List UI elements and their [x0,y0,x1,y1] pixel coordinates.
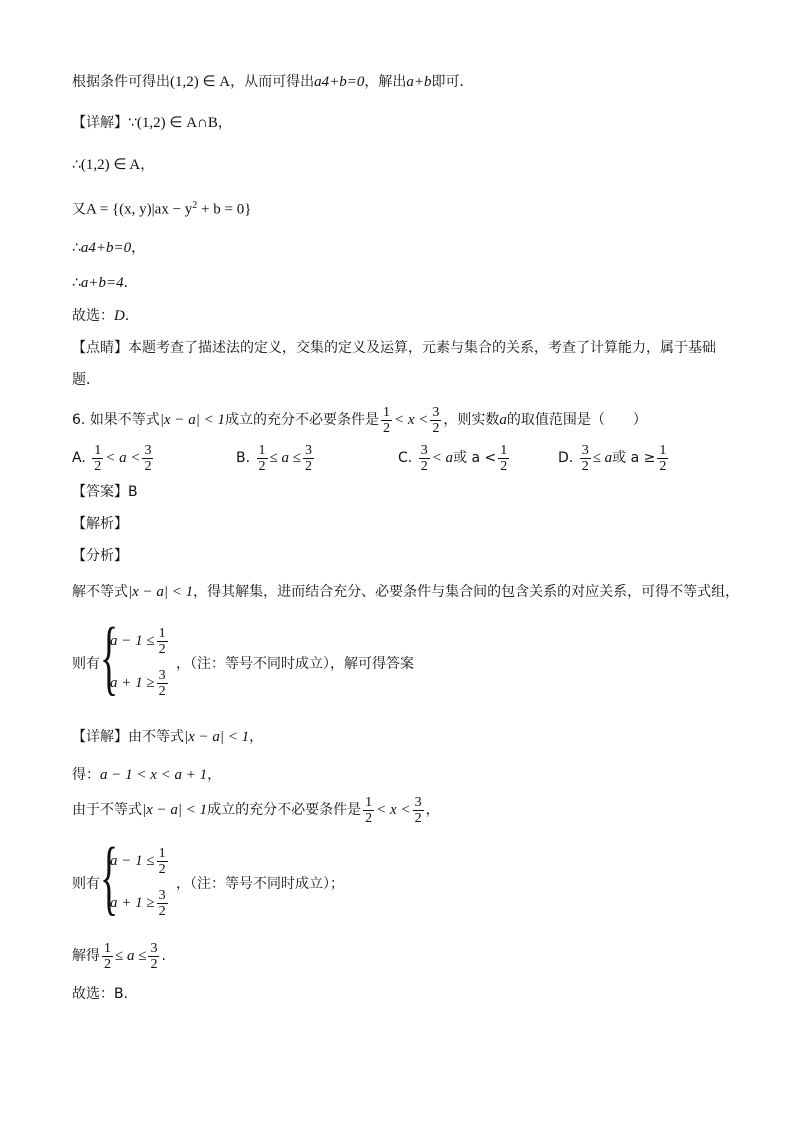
because-symbol: ∵ [128,115,137,131]
intro-math-point: (1,2) ∈ A [170,74,231,90]
denominator: 2 [158,642,166,657]
solution-line [72,938,166,974]
detail1-line5 [72,273,138,293]
numerator: 1 [158,626,166,641]
detail2-line3 [72,792,440,828]
numerator: 1 [258,442,266,458]
denominator: 2 [500,458,508,474]
detail2-text: 由于不等式 [72,802,142,818]
answer-line [72,482,138,502]
fraction [157,888,168,919]
numerator: 3 [414,794,422,810]
abs-inequality: |x − a| < 1 [159,412,225,428]
question-number: 6. [72,412,86,428]
choice-answer: D [114,308,125,324]
brace-symbol: { [100,611,119,704]
numerator: 1 [158,846,166,861]
punct: ． [124,308,139,324]
abs-inequality: |x − a| < 1 [184,729,250,745]
inequality-system-2 [72,831,592,926]
fraction [657,443,668,474]
intro-math-eq: a4+b=0 [314,74,365,90]
set-definition-b: + b = 0} [197,201,252,218]
denominator: 2 [581,458,589,474]
punct: . [161,948,166,964]
fraction [257,443,268,474]
numerator: 3 [150,940,158,956]
numerator: 1 [104,940,111,956]
system-label: 则有 [72,656,100,672]
denominator: 2 [432,420,440,436]
fraction [413,795,424,826]
detail-tag: 【详解】 [72,115,128,131]
option-label: A. [72,450,86,466]
punct: ， [425,802,440,818]
fraction [148,941,159,972]
math-relation: < a < [105,450,141,466]
detail1-line4 [72,238,145,258]
question-text-2: 成立的充分不必要条件是 [224,412,379,428]
numerator: 1 [365,794,373,810]
detail1-line3 [72,196,251,220]
denominator: 2 [414,810,422,826]
math-relation: ≤ a ≤ [115,948,147,964]
system-tail: ，（注：等号不同时成立）； [176,876,344,892]
math-relation: a + 1 ≥ [110,894,155,911]
denominator: 2 [104,956,111,972]
final-choice: 故选：B. [72,986,129,1002]
question-text-3: ，则实数 [443,412,500,428]
numerator: 3 [158,888,166,903]
option-label: B. [236,450,251,466]
denominator: 2 [94,458,102,474]
option-d[interactable] [558,440,670,476]
math-relation: ≤ a ≤ [269,450,301,466]
denominator: 2 [365,810,373,826]
comment-line1 [72,338,716,358]
abs-inequality: |x − a| < 1 [128,584,194,600]
detail-tag: 【详解】 [72,729,128,745]
detail2-line1 [72,727,263,747]
analyze-line1 [72,582,739,602]
math-relation: a − 1 ≤ [110,632,155,649]
punct: ． [123,275,138,291]
numerator: 3 [581,442,589,458]
system-row-2 [110,668,170,699]
numerator: 1 [94,442,102,458]
analysis-header [72,514,128,534]
intro-text-4: 即可． [431,74,474,90]
inequality-system-1 [72,611,592,706]
or-relation: 或 a < [453,450,497,466]
intro-math-ab: a+b [406,74,432,90]
option-label: C. [398,450,413,466]
denominator: 2 [150,956,158,972]
solution-text: 解得 [72,948,100,964]
question-text-1: 如果不等式 [89,412,160,428]
punct: ， [140,157,155,173]
detail1-math4: a4+b=0 [80,240,132,256]
fraction [363,795,374,826]
detail1-math5: a+b=4 [80,275,124,291]
comment-text-2: 题． [72,372,100,388]
fraction [157,626,168,657]
answer-value: B [128,484,138,500]
or-relation: 或 a ≥ [612,450,656,466]
choose-text: 故选： [72,308,114,324]
punct: ， [217,115,232,131]
intro-text-2: ，从而可得出 [230,74,315,90]
set-definition-a: A = {(x, y)|ax − y [86,201,193,218]
abs-inequality: |x − a| < 1 [142,802,208,818]
comment-tag: 【点睛】 [72,340,128,356]
fraction [381,405,392,436]
math-relation: ≤ a [592,450,613,466]
analyze-text-2: ，得其解集，进而结合充分、必要条件与集合间的包含关系的对应关系，可得不等式组， [193,584,740,600]
denominator: 2 [258,458,266,474]
analysis-tag: 【解析】 [72,516,128,532]
denominator: 2 [158,862,166,877]
therefore-symbol: ∴ [72,275,81,291]
question-text-4: 的取值范围是（ ） [506,412,647,428]
variable-a: a [499,412,507,428]
detail2-text: 得： [72,767,100,783]
options-row [72,440,722,476]
fraction [157,846,168,877]
final-choice-line [72,984,128,1004]
answer-tag: 【答案】 [72,484,128,500]
denominator: 2 [382,420,390,436]
detail1-math1: (1,2) ∈ A∩B [136,115,218,131]
comment-text: 本题考查了描述法的定义，交集的定义及运算，元素与集合的关系，考查了计算能力，属于基础 [128,340,716,356]
detail2-line2 [72,765,221,785]
detail1-line1 [72,113,232,133]
numerator: 1 [382,404,390,420]
numerator: 3 [144,442,152,458]
denominator: 2 [158,684,166,699]
math-relation: < x < [376,802,411,818]
option-c[interactable] [398,440,511,476]
analyze-header [72,546,128,566]
numerator: 3 [304,442,312,458]
punct: ， [131,240,146,256]
detail2-text: 由不等式 [128,729,184,745]
system-label: 则有 [72,876,100,892]
numerator: 3 [158,668,166,683]
denominator: 2 [158,904,166,919]
denominator: 2 [659,458,667,474]
intro-text-1: 根据条件可得出 [72,74,170,90]
detail2-text: 成立的充分不必要条件是 [207,802,362,818]
fraction [498,443,509,474]
numerator: 1 [659,442,667,458]
system-row-1 [110,626,170,657]
fraction [157,668,168,699]
question-6 [72,402,647,438]
therefore-symbol: ∴ [72,157,81,173]
option-b[interactable] [236,440,316,476]
analyze-tag: 【分析】 [72,548,128,564]
denominator: 2 [420,458,428,474]
system-row-2 [110,888,170,919]
math-relation: a + 1 ≥ [110,674,155,691]
fraction [419,443,430,474]
option-a[interactable] [72,440,155,476]
fraction [142,443,153,474]
exponent: 2 [192,200,198,211]
numerator: 3 [420,442,428,458]
numerator: 1 [500,442,508,458]
comment-line2 [72,370,100,390]
fraction [102,941,113,972]
detail1-line6 [72,306,139,326]
brace-symbol: { [100,831,119,924]
math-relation: < a [431,450,454,466]
fraction [580,443,591,474]
math-relation: a − 1 ≤ [110,852,155,869]
punct: ， [249,729,264,745]
also-text: 又 [72,201,86,218]
detail1-line2 [72,155,154,175]
intro-text-3: ，解出 [364,74,407,90]
detail1-math2: (1,2) ∈ A [80,157,141,173]
solution-interval: a − 1 < x < a + 1 [100,767,208,783]
fraction [92,443,103,474]
fraction [303,443,314,474]
denominator: 2 [144,458,152,474]
therefore-symbol: ∴ [72,240,81,256]
system-row-1 [110,846,170,877]
analyze-text-1: 解不等式 [72,584,128,600]
denominator: 2 [304,458,312,474]
fraction [430,405,441,436]
punct: ， [207,767,222,783]
intro-line [72,72,474,92]
system-tail: ，（注：等号不同时成立），解可得答案 [176,656,414,672]
numerator: 3 [432,404,440,420]
option-label: D. [558,450,574,466]
math-relation: < x < [393,412,429,428]
